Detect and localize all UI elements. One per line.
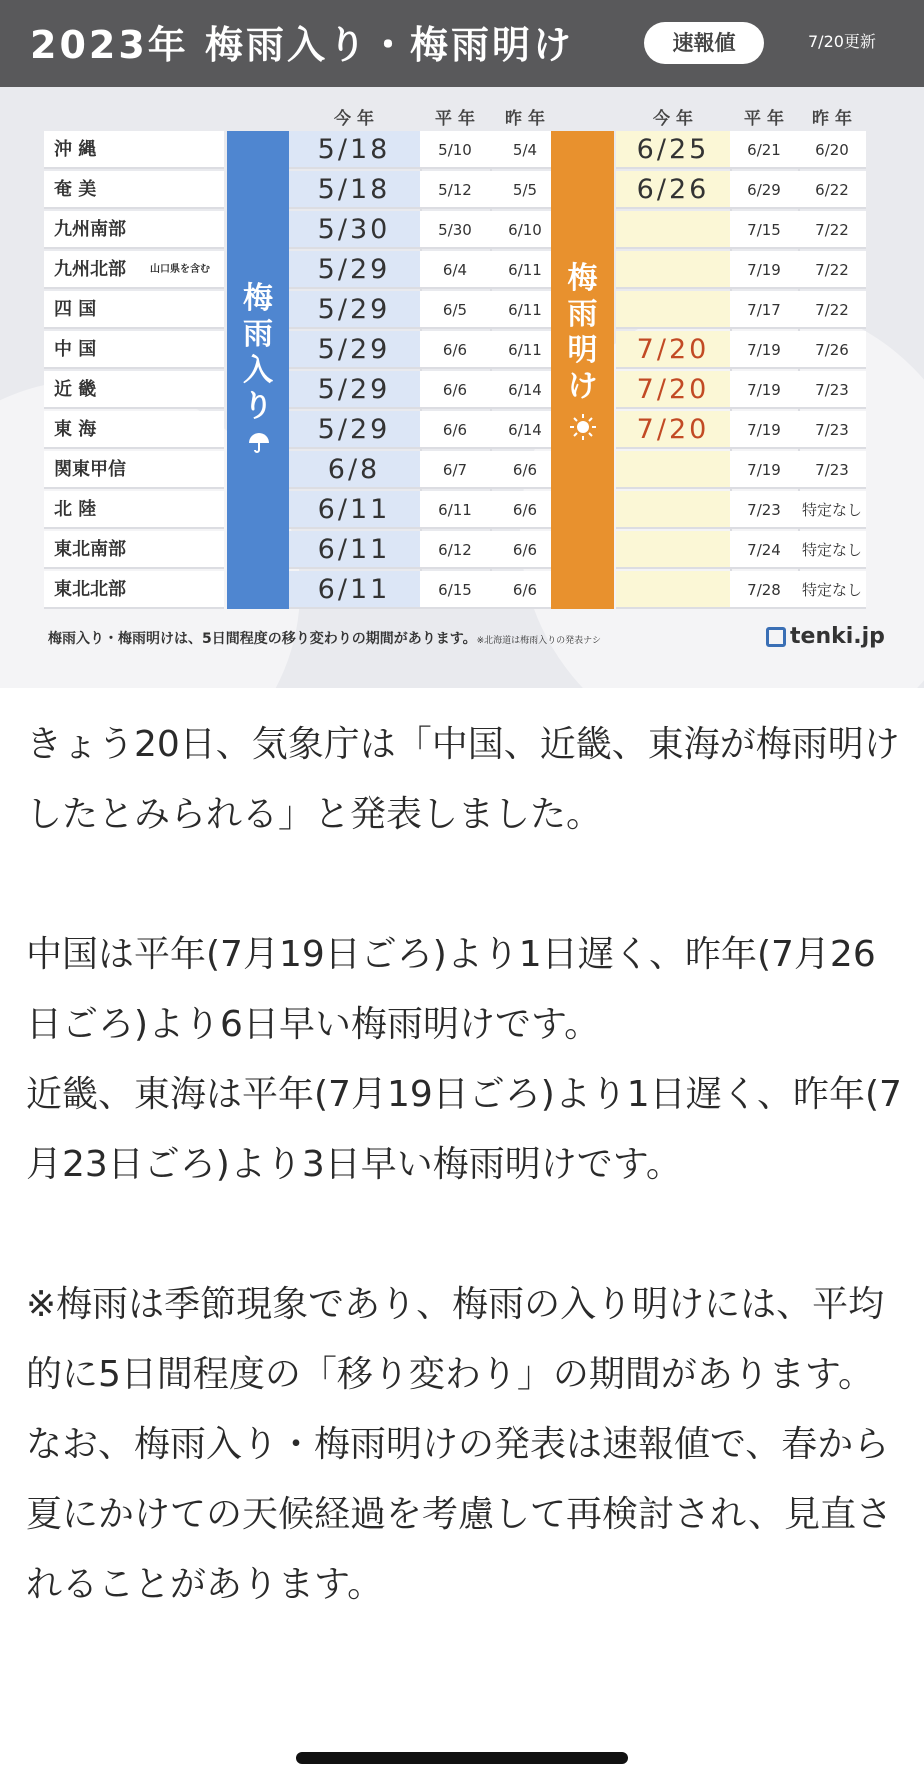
rainy-start-normal: 5/12 [420, 171, 490, 209]
rainy-season-infographic [0, 0, 924, 688]
rainy-end-normal: 7/17 [730, 291, 798, 329]
rainy-end-this-year: 6/26 [616, 171, 730, 209]
rainy-start-this-year: 5/29 [288, 251, 420, 289]
rainy-end-this-year: 7/20 [616, 331, 730, 369]
rainy-end-last-year: 6/22 [798, 171, 866, 209]
rainy-end-this-year [616, 211, 730, 249]
rainy-end-this-year [616, 451, 730, 489]
region-name: 北 陸 [44, 491, 224, 529]
footnote-small-text: ※北海道は梅雨入りの発表ナシ [476, 636, 601, 646]
rainy-start-normal: 6/6 [420, 411, 490, 449]
rainy-start-this-year: 5/18 [288, 171, 420, 209]
paragraph-note: ※梅雨は季節現象であり、梅雨の入り明けには、平均的に5日間程度の「移り変わり」の期間があります。なお、梅雨入り・梅雨明けの発表は速報値で、春から夏にかけての天候経過を考慮して再検討され、見直されることがあります。 [26, 1284, 893, 1605]
rainy-end-last-year: 特定なし [798, 531, 866, 569]
table-row [44, 331, 866, 371]
tenki-logo-icon [766, 627, 786, 647]
rainy-end-normal: 7/23 [730, 491, 798, 529]
home-indicator[interactable] [296, 1752, 628, 1764]
rainy-end-normal: 6/21 [730, 131, 798, 169]
rainy-season-start-band [227, 131, 289, 609]
footnote-text: 梅雨入り・梅雨明けは、5日間程度の移り変わりの期間があります。 [48, 631, 477, 647]
paragraph-announcement: きょう20日、気象庁は「中国、近畿、東海が梅雨明けしたとみられる」と発表しました。 [26, 724, 900, 835]
rainy-end-last-year: 特定なし [798, 491, 866, 529]
rainy-end-this-year [616, 251, 730, 289]
rainy-end-normal: 7/19 [730, 371, 798, 409]
umbrella-icon [247, 431, 271, 459]
rainy-end-last-year: 7/26 [798, 331, 866, 369]
rainy-start-normal: 6/12 [420, 531, 490, 569]
region-name: 沖 縄 [44, 131, 224, 169]
table-row [44, 171, 866, 211]
paragraph-chugoku: 中国は平年(7月19日ごろ)より1日遅く、昨年(7月26日ごろ)より6日早い梅雨明けです。 [26, 934, 876, 1045]
rainy-start-last-year: 6/6 [490, 531, 560, 569]
rainy-end-this-year [616, 571, 730, 609]
rainy-end-this-year [616, 531, 730, 569]
region-name: 東 海 [44, 411, 224, 449]
rainy-start-normal: 6/4 [420, 251, 490, 289]
sun-icon [569, 413, 597, 445]
rainy-start-this-year: 5/30 [288, 211, 420, 249]
rainy-start-last-year: 6/14 [490, 411, 560, 449]
rainy-end-normal: 7/28 [730, 571, 798, 609]
rainy-end-this-year: 6/25 [616, 131, 730, 169]
rainy-end-normal: 7/24 [730, 531, 798, 569]
tenki-logo-text: tenki.jp [790, 624, 885, 649]
rainy-start-last-year: 6/10 [490, 211, 560, 249]
table-row [44, 291, 866, 331]
region-name: 関東甲信 [44, 451, 224, 489]
rainy-season-end-band [551, 131, 614, 609]
region-name: 近 畿 [44, 371, 224, 409]
table-row [44, 371, 866, 411]
col-header-this-year-in: 今 年 [334, 109, 374, 129]
rainy-start-this-year: 5/29 [288, 371, 420, 409]
region-name: 東北南部 [44, 531, 224, 569]
rainy-end-this-year [616, 491, 730, 529]
rainy-start-normal: 6/7 [420, 451, 490, 489]
rainy-end-normal: 7/19 [730, 331, 798, 369]
rainy-end-normal: 7/19 [730, 451, 798, 489]
rainy-start-last-year: 6/6 [490, 451, 560, 489]
rainy-end-this-year: 7/20 [616, 411, 730, 449]
table-row [44, 571, 866, 611]
rainy-start-last-year: 6/14 [490, 371, 560, 409]
rainy-start-last-year: 5/4 [490, 131, 560, 169]
region-name: 九州南部 [44, 211, 224, 249]
rainy-start-this-year: 6/8 [288, 451, 420, 489]
region-name: 奄 美 [44, 171, 224, 209]
rainy-end-last-year: 7/23 [798, 411, 866, 449]
table-row [44, 531, 866, 571]
table-row [44, 211, 866, 251]
rainy-end-last-year: 6/20 [798, 131, 866, 169]
rainy-start-normal: 5/30 [420, 211, 490, 249]
rainy-start-this-year: 6/11 [288, 571, 420, 609]
rainy-start-this-year: 6/11 [288, 491, 420, 529]
rainy-end-this-year [616, 291, 730, 329]
col-header-normal-out: 平 年 [744, 109, 784, 129]
rainy-season-start-label: 梅 雨 入 り [243, 281, 273, 424]
rainy-end-normal: 7/19 [730, 411, 798, 449]
rainy-end-normal: 6/29 [730, 171, 798, 209]
rainy-start-last-year: 6/11 [490, 251, 560, 289]
rainy-start-last-year: 6/6 [490, 571, 560, 609]
table-row [44, 411, 866, 451]
infographic-header [0, 0, 924, 87]
rainy-end-last-year: 7/22 [798, 291, 866, 329]
rainy-end-last-year: 特定なし [798, 571, 866, 609]
rainy-start-normal: 6/6 [420, 331, 490, 369]
rainy-start-normal: 6/6 [420, 371, 490, 409]
rainy-start-normal: 6/11 [420, 491, 490, 529]
rainy-start-last-year: 6/6 [490, 491, 560, 529]
table-row [44, 451, 866, 491]
rainy-start-this-year: 5/29 [288, 411, 420, 449]
infographic-title: 2023年 梅雨入り・梅雨明け [30, 23, 574, 67]
rainy-start-last-year: 6/11 [490, 291, 560, 329]
preliminary-badge: 速報値 [644, 22, 764, 64]
table-row [44, 491, 866, 531]
rainy-start-last-year: 5/5 [490, 171, 560, 209]
infographic-footnote [48, 628, 601, 648]
rainy-start-this-year: 5/18 [288, 131, 420, 169]
col-header-last-year-in: 昨 年 [505, 109, 545, 129]
rainy-end-last-year: 7/23 [798, 371, 866, 409]
col-header-this-year-out: 今 年 [653, 109, 693, 129]
region-name: 中 国 [44, 331, 224, 369]
rainy-end-normal: 7/15 [730, 211, 798, 249]
table-row [44, 251, 866, 291]
rainy-start-normal: 6/5 [420, 291, 490, 329]
rainy-season-end-label: 梅 雨 明 け [567, 261, 598, 404]
paragraph-kinki-tokai: 近畿、東海は平年(7月19日ごろ)より1日遅く、昨年(7月23日ごろ)より3日早い梅雨明けです。 [26, 1074, 902, 1185]
rainy-start-this-year: 6/11 [288, 531, 420, 569]
rainy-start-this-year: 5/29 [288, 331, 420, 369]
region-name-note: 山口県を含む [150, 264, 210, 275]
rainy-start-normal: 5/10 [420, 131, 490, 169]
col-header-normal-in: 平 年 [435, 109, 475, 129]
rainy-end-last-year: 7/22 [798, 211, 866, 249]
rainy-start-normal: 6/15 [420, 571, 490, 609]
region-name: 九州北部 [44, 251, 224, 289]
rainy-end-last-year: 7/22 [798, 251, 866, 289]
region-name: 四 国 [44, 291, 224, 329]
region-name: 東北北部 [44, 571, 224, 609]
rainy-end-this-year: 7/20 [616, 371, 730, 409]
tenki-logo [766, 624, 885, 649]
rainy-end-last-year: 7/23 [798, 451, 866, 489]
article-body [26, 710, 906, 1620]
updated-date: 7/20更新 [808, 32, 876, 51]
rainy-start-this-year: 5/29 [288, 291, 420, 329]
rainy-start-last-year: 6/11 [490, 331, 560, 369]
col-header-last-year-out: 昨 年 [812, 109, 852, 129]
rainy-end-normal: 7/19 [730, 251, 798, 289]
table-row [44, 131, 866, 171]
